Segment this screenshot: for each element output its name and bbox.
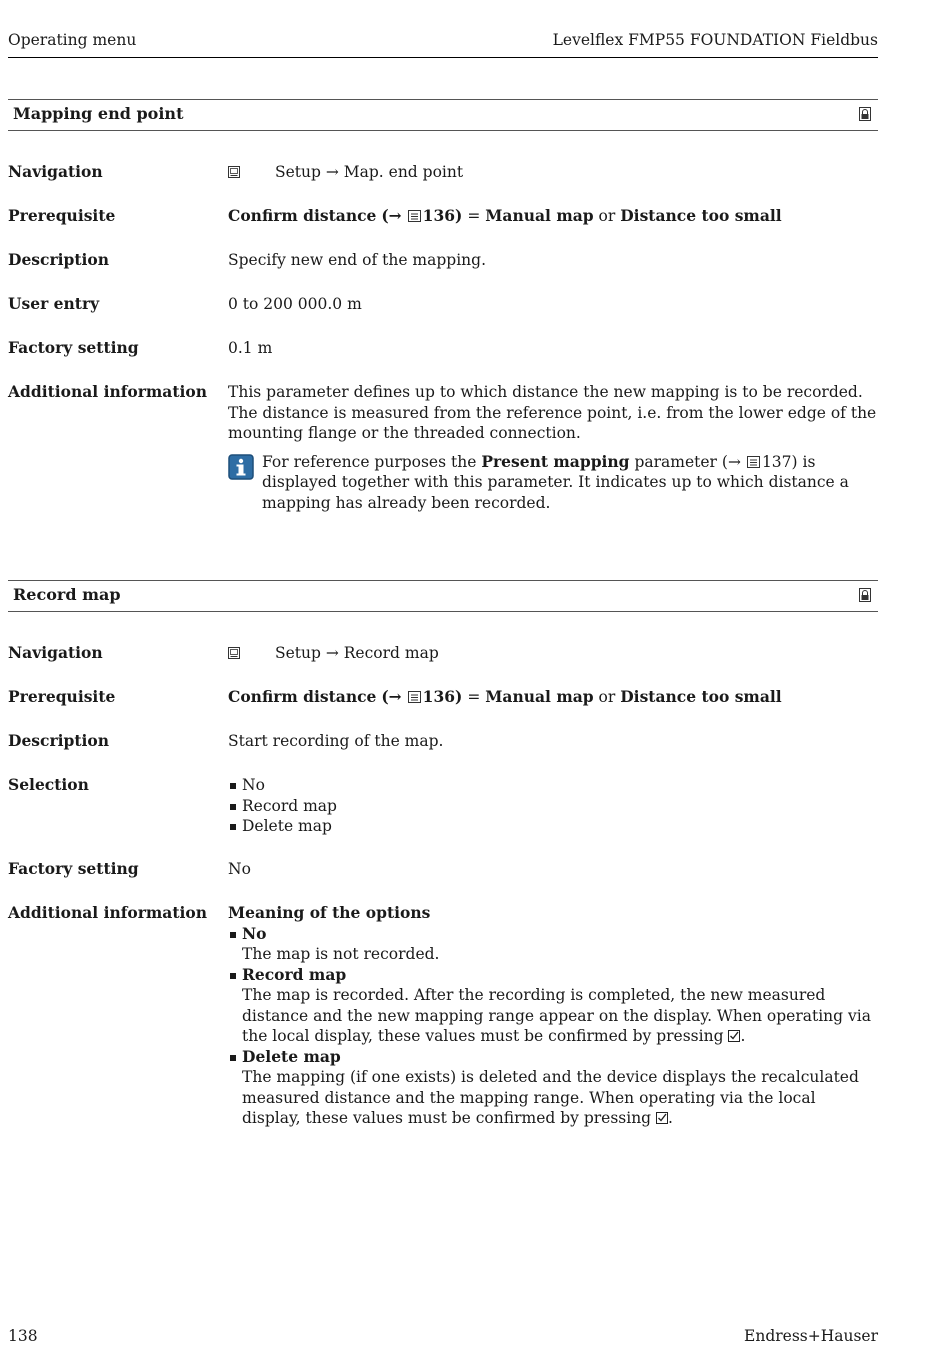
list-item: No [228,775,878,796]
prerequisite-value [228,206,878,227]
equals-sign: = [467,688,481,706]
option-distance-too-small: Distance too small [620,206,782,225]
prerequisite-value [228,687,878,708]
section-title: Record map [13,585,121,604]
option-text-end: . [668,1109,673,1127]
label-selection: Selection [8,775,89,794]
section-title: Mapping end point [13,104,184,123]
option-name: No [242,923,267,943]
note-text-mid: parameter (→ [634,452,741,471]
options-heading: Meaning of the options [228,903,431,922]
label-navigation: Navigation [8,162,103,181]
label-additional-information: Additional information [8,382,208,401]
list-item [228,965,878,1047]
label-factory-setting: Factory setting [8,338,139,357]
equals-sign: = [467,207,481,225]
param-confirm-distance: Confirm distance [228,206,377,225]
checkbox-key-icon [728,1030,740,1042]
lock-icon [859,107,871,121]
option-name: Delete map [242,1046,341,1066]
note-text-start: For reference purposes the [262,452,477,471]
navigation-path: Setup → Map. end point [275,163,464,181]
note-text-end: 137) is displayed together with this parameter. It indicates up to which distance a mapping has already been recorded. [262,452,849,512]
label-factory-setting: Factory setting [8,859,139,878]
factory-setting-value: 0.1 m [228,339,273,357]
info-icon [228,454,254,480]
additional-information-block [228,903,878,1129]
label-navigation: Navigation [8,643,103,662]
description-value: Specify new end of the mapping. [228,251,487,269]
ref-arrow: (→ [381,687,402,706]
list-item: Record map [228,796,878,817]
description-value: Start recording of the map. [228,732,444,750]
navigation-value [228,162,878,183]
or-text: or [598,207,616,225]
footer-brand: Endress+Hauser [744,1327,878,1345]
page-icon [747,456,760,468]
lock-icon [859,588,871,602]
factory-setting-value: No [228,860,251,878]
label-additional-information: Additional information [8,903,208,922]
label-description: Description [8,250,110,269]
info-note [228,452,878,514]
page-ref-link[interactable]: 136) [422,206,463,225]
checkbox-key-icon [656,1112,668,1124]
option-text: The map is recorded. After the recording is completed, the new measured distance and the new mapping range appear on the display. When operating via the local display, these values must be confirmed by pressing [242,986,871,1045]
selection-list [228,775,878,837]
header-left: Operating menu [8,31,137,49]
option-text-end: . [740,1027,746,1045]
option-name: Record map [242,964,347,984]
additional-information-text: This parameter defines up to which distance the new mapping is to be recorded. The distance is measured from the reference point, i.e. from the lower edge of the mounting flange or the threaded connection. [228,383,877,442]
label-prerequisite: Prerequisite [8,206,116,225]
label-user-entry: User entry [8,294,100,313]
param-present-mapping: Present mapping [481,451,630,471]
param-confirm-distance: Confirm distance [228,687,377,706]
page-icon [408,210,421,222]
option-text: The mapping (if one exists) is deleted and the device displays the recalculated measured distance and the mapping range. When operating via the local display, these values must be confirmed by pressing [242,1068,859,1127]
list-item: Delete map [228,816,878,837]
page-ref-link[interactable]: 136) [422,687,463,706]
section-bar-mapping-end-point [8,99,878,131]
menu-icon [228,166,240,178]
navigation-value [228,643,878,664]
label-prerequisite: Prerequisite [8,687,116,706]
page-icon [408,691,421,703]
option-distance-too-small: Distance too small [620,687,782,706]
header-rule [8,57,878,58]
navigation-path: Setup → Record map [275,644,439,662]
user-entry-value: 0 to 200 000.0 m [228,295,362,313]
menu-icon [228,647,240,659]
additional-information-block [228,382,878,513]
option-manual-map: Manual map [485,206,594,225]
list-item [228,1047,878,1129]
list-item [228,924,878,965]
section-bar-record-map [8,580,878,612]
page-number: 138 [8,1327,38,1345]
label-description: Description [8,731,110,750]
or-text: or [598,688,616,706]
header-right: Levelflex FMP55 FOUNDATION Fieldbus [552,31,878,49]
option-text: The map is not recorded. [242,945,440,963]
ref-arrow: (→ [381,206,402,225]
option-manual-map: Manual map [485,687,594,706]
